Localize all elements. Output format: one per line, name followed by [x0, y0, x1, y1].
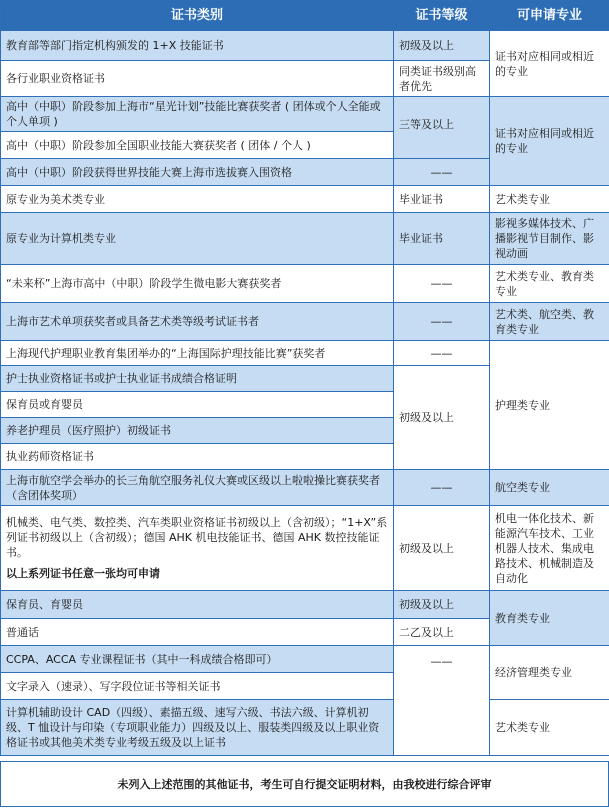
cell-level: 初级及以上 — [394, 591, 490, 619]
table-row — [1, 265, 609, 303]
cell-category: 上海市艺术单项获奖者或具备艺术类等级考试证书者 — [1, 303, 394, 341]
table-row — [1, 470, 609, 506]
cell-level: —— — [394, 159, 490, 186]
cell-level: 三等及以上 — [394, 97, 490, 159]
table-row — [1, 341, 609, 366]
category-note: 以上系列证书任意一张均可申请 — [6, 567, 160, 580]
table-row — [1, 506, 609, 591]
cell-major: 艺术类、航空类、教育类专业 — [490, 303, 609, 341]
cell-level: 二乙及以上 — [394, 619, 490, 646]
cell-category: 养老护理员（医疗照护）初级证书 — [1, 418, 394, 444]
cell-category: “未来杯”上海市高中（中职）阶段学生微电影大赛获奖者 — [1, 265, 394, 303]
cell-category: 各行业职业资格证书 — [1, 61, 394, 97]
table-row — [1, 646, 609, 673]
cell-level: 初级及以上 — [394, 366, 490, 470]
cell-level: —— — [394, 303, 490, 341]
table-row — [1, 700, 609, 756]
cell-major: 护理类专业 — [490, 341, 609, 470]
cell-category: CCPA、ACCA 专业课程证书（其中一科成绩合格即可） — [1, 646, 394, 673]
header-major: 可申请专业 — [490, 1, 609, 31]
cell-major: 航空类专业 — [490, 470, 609, 506]
header-level: 证书等级 — [394, 1, 490, 31]
table-row — [1, 591, 609, 619]
cell-major: 机电一体化技术、新能源汽车技术、工业机器人技术、集成电路技术、机械制造及自动化 — [490, 506, 609, 591]
table-row — [1, 31, 609, 61]
cell-category: 文字录入（速录）、写字段位证书等相关证书 — [1, 673, 394, 700]
table-row — [1, 186, 609, 213]
cell-category — [1, 506, 394, 591]
cell-category: 教育部等部门指定机构颁发的 1+X 技能证书 — [1, 31, 394, 61]
cell-level: —— — [394, 646, 490, 756]
cell-major: 艺术类专业 — [490, 186, 609, 213]
cell-category: 护士执业资格证书或护士执业证书成绩合格证明 — [1, 366, 394, 392]
cell-category: 上海现代护理职业教育集团举办的“上海国际护理技能比赛”获奖者 — [1, 341, 394, 366]
cell-category: 保育员、育婴员 — [1, 591, 394, 619]
cell-level: —— — [394, 265, 490, 303]
cell-major: 影视多媒体技术、广播影视节目制作、影视动画 — [490, 213, 609, 265]
cell-category: 保育员或育婴员 — [1, 392, 394, 418]
cell-major: 艺术类专业 — [490, 700, 609, 756]
table-row — [1, 303, 609, 341]
cell-category: 高中（中职）阶段参加全国职业技能大赛获奖者 ( 团体 / 个人 ) — [1, 132, 394, 159]
cell-level: —— — [394, 341, 490, 366]
table-row — [1, 97, 609, 132]
cell-category: 高中（中职）阶段参加上海市“星光计划”技能比赛获奖者 ( 团体或个人全能或个人单项 ) — [1, 97, 394, 132]
footnote: 未列入上述范围的其他证书，考生可自行提交证明材料，由我校进行综合评审 — [0, 761, 609, 807]
cell-level: 毕业证书 — [394, 186, 490, 213]
cell-major: 证书对应相同或相近的专业 — [490, 31, 609, 97]
cell-level: 初级及以上 — [394, 506, 490, 591]
cell-level: —— — [394, 470, 490, 506]
cell-level: 毕业证书 — [394, 213, 490, 265]
category-text: 机械类、电气类、数控类、汽车类职业资格证书初级以上（含初级）；“1+X”系列证书初级以上（含初级）；德国 AHK 机电技能证书、德国 AHK 数控技能证书。 — [6, 516, 388, 559]
cell-category: 上海市航空学会举办的长三角航空服务礼仪大赛或区级以上啦啦操比赛获奖者（含团体奖项） — [1, 470, 394, 506]
cell-major: 证书对应相同或相近的专业 — [490, 97, 609, 186]
cell-category: 计算机辅助设计 CAD（四级）、素描五级、速写六级、书法六级、计算机初级、T 恤设计与印染（专项职业能力）四级及以上、服装类四级及以上职业资格证书或其他美术类专业考级五级及以上证书 — [1, 700, 394, 756]
table-header-row — [1, 1, 609, 31]
cell-major: 教育类专业 — [490, 591, 609, 646]
header-category: 证书类别 — [1, 1, 394, 31]
cell-major: 艺术类专业、教育类专业 — [490, 265, 609, 303]
cell-category: 高中（中职）阶段获得世界技能大赛上海市选拔赛入围资格 — [1, 159, 394, 186]
cell-category: 执业药师资格证书 — [1, 444, 394, 470]
cell-category: 普通话 — [1, 619, 394, 646]
cell-level: 初级及以上 — [394, 31, 490, 61]
cell-category: 原专业为计算机类专业 — [1, 213, 394, 265]
cell-level: 同类证书级别高者优先 — [394, 61, 490, 97]
cell-category: 原专业为美术类专业 — [1, 186, 394, 213]
table-row — [1, 213, 609, 265]
cell-major: 经济管理类专业 — [490, 646, 609, 700]
